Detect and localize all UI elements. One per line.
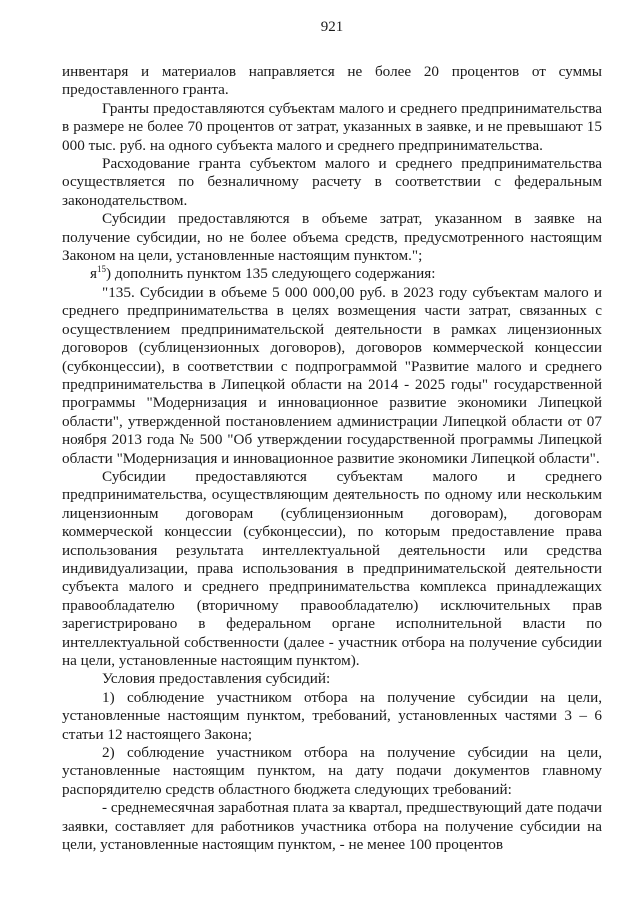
page-number: 921 <box>320 19 344 35</box>
paragraph: Субсидии предоставляются субъектам малого и среднего предпринимательства, осуществляющим деятельность по одному или нескольким лицензионным договорам (сублицензионным договорам), договорам коммерческой концессии (субконцессии), по которым предоставление права использования результата интеллектуальной деятельности или средства индивидуализации, права использования в предпринимательской деятельности субъекта малого и среднего предпринимательства комплекса принадлежащих правообладателю (вторичному правообладателю) исключительных прав зарегистрировано в федеральном органе исполнительной власти по интеллектуальной собственности (далее - участник отбора на получение субсидии на цели, установленные настоящим пунктом). <box>62 467 602 669</box>
paragraph-amendment-item <box>62 265 602 283</box>
paragraph: Условия предоставления субсидий: <box>102 670 331 688</box>
paragraph: Субсидии предоставляются в объеме затрат, указанном в заявке на получение субсидии, но не более объема средств, предусмотренного настоящим Законом на цели, установленные настоящим пунктом."; <box>62 210 602 265</box>
paragraph: 1) соблюдение участником отбора на получение субсидии на цели, установленные настоящим пунктом, требований, установленных частями 3 – 6 статьи 12 настоящего Закона; <box>62 688 602 743</box>
item-superscript: 15 <box>97 264 106 275</box>
paragraph: "135. Субсидии в объеме 5 000 000,00 руб. в 2023 году субъектам малого и среднего предпринимательства в целях возмещения части затрат, связанных с осуществлением предпринимательской деятельности в рамках лицензионных договоров (сублицензионных договоров), договоров коммерческой концессии (субконцессии), в соответствии с подпрограммой "Развитие малого и среднего предпринимательства в Липецкой области на 2014 - 2025 годы" государственной программы "Модернизация и инновационное развитие экономики Липецкой области", утвержденной постановлением администрации Липецкой области от 07 ноября 2013 года № 500 "Об утверждении государственной программы Липецкой области "Модернизация и инновационное развитие экономики Липецкой области". <box>62 283 602 467</box>
paragraph: Гранты предоставляются субъектам малого и среднего предпринимательства в размере не более 70 процентов от затрат, указанных в заявке, и не превышают 15 000 тыс. руб. на одного субъекта малого и среднего предпринимательства. <box>62 99 602 154</box>
paragraph: Расходование гранта субъектом малого и среднего предпринимательства осуществляется по безналичному расчету в соответствии с федеральным законодательством. <box>62 155 602 209</box>
document-page <box>62 0 602 905</box>
paragraph: инвентаря и материалов направляется не более 20 процентов от суммы предоставленного гранта. <box>62 63 602 99</box>
document-body <box>62 63 602 854</box>
item-letter: я <box>90 265 97 283</box>
paragraph: - среднемесячная заработная плата за квартал, предшествующий дате подачи заявки, составляет для работников участника отбора на получение субсидии на цели, установленные настоящим пунктом, - не менее 100 процентов <box>62 799 602 854</box>
item-text: ) дополнить пунктом 135 следующего содержания: <box>106 265 436 283</box>
paragraph: 2) соблюдение участником отбора на получение субсидии на цели, установленные настоящим пунктом, на дату подачи документов главному распорядителю средств областного бюджета следующих требований: <box>62 744 602 798</box>
